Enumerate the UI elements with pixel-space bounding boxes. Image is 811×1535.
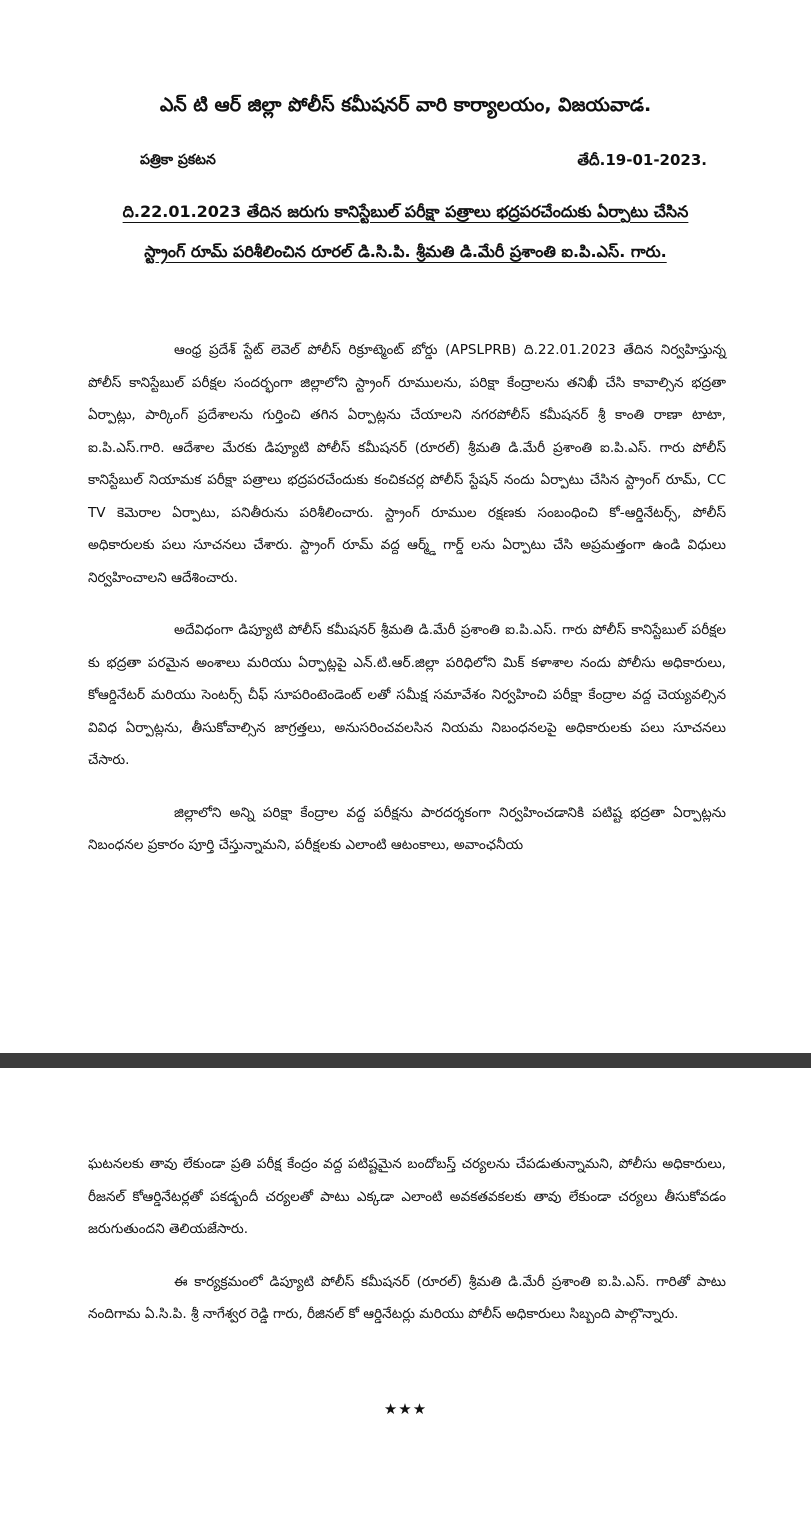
subheading-line-1-text: ది.22.01.2023 తేదిన జరుగు కానిస్టేబుల్ పరీక్షా పత్రాలు భద్రపరచేందుకు ఏర్పాటు చేసిన [122,202,689,221]
subheading-line-1 [0,200,811,224]
paragraph-2: అదేవిధంగా డిప్యూటి పోలీస్ కమీషనర్ శ్రీమతి డి.మేరీ ప్రశాంతి ఐ.పి.ఎస్. గారు పోలీస్ కానిస్టేబుల్ పరీక్షల కు భద్రతా పరమైన అంశాలు మరియు ఏర్పాట్లపై ఎన్.టి.ఆర్.జిల్లా పరిధిలోని మిక్ కళాశాల నందు పోలీసు అధికారులు, కోఆర్డినేటర్ మరియు సెంటర్స్ చీఫ్ సూపరింటెండెంట్ లతో సమీక్ష సమావేశం నిర్వహించి పరీక్షా కేంద్రాల వద్ద చెయ్యవల్సిన వివిధ ఏర్పాట్లను, తీసుకోవాల్సిన జాగ్రత్తలు, అనుసరించవలసిన నియమ నిబంధనలపై అధికారులకు పలు సూచనలు చేసారు. [88,622,726,768]
body-section-top [88,334,726,862]
subheading-line-2-text: స్ట్రాంగ్ రూమ్ పరిశీలించిన రూరల్ డి.సి.పి. శ్రీమతి డి.మేరీ ప్రశాంతి ఐ.పి.ఎస్. గారు. [144,242,667,261]
release-date: తేదీ.19-01-2023. [577,151,707,169]
end-stars: ★★★ [383,1400,428,1418]
paragraph-4: ఈ కార్యక్రమంలో డిప్యూటి పోలీస్ కమీషనర్ (రూరల్) శ్రీమతి డి.మేరీ ప్రశాంతి ఐ.పి.ఎస్. గారితో పాటు నందిగామ ఏ.సి.పి. శ్రీ నాగేశ్వర రెడ్డి గారు, రీజినల్ కో ఆర్డినేటర్లు మరియు పోలీస్ అధికారులు సిబ్బంది పాల్గొన్నారు. [88,1273,726,1322]
paragraph-3-continued: ఘటనలకు తావు లేకుండా ప్రతి పరీక్ష కేంద్రం వద్ద పటిష్టమైన బందోబస్త్ చర్యలను చేపడుతున్నామని, పోలీసు అధికారులు, రీజనల్ కోఆర్డినేటర్లతో పకడ్బందీ చర్యలతో పాటు ఎక్కడా ఎలాంటి అవకతవకలకు తావు లేకుండా చర్యలు తీసుకోవడం జరుగుతుందని తెలియజేసారు. [88,1156,726,1237]
press-release-label: పత్రికా ప్రకటన [140,152,216,168]
paragraph-1: ఆంధ్ర ప్రదేశ్ స్టేట్ లెవెల్ పోలీస్ రిక్రూట్మెంట్ బోర్డు (APSLPRB) ది.22.01.2023 తేదిన నిర్వహిస్తున్న పోలీస్ కానిస్టేబుల్ పరీక్షల సందర్భంగా జిల్లాలోని స్ట్రాంగ్ రూములను, పరిక్షా కేంద్రాలను తనిఖీ చేసి కావాల్సిన భద్రతా ఏర్పాట్లు, పార్కింగ్ ప్రదేశాలను గుర్తించి తగిన ఏర్పాట్లను చేయాలని నగరపోలీస్ కమీషనర్ శ్రీ కాంతి రాణా టాటా, ఐ.పి.ఎస్.గారి. ఆదేశాల మేరకు డిప్యూటి పోలీస్ కమీషనర్ (రూరల్) శ్రీమతి డి.మేరీ ప్రశాంతి ఐ.పి.ఎస్. గారు పోలీస్ కానిస్టేబుల్ నియామక పరీక్షా పత్రాలు భద్రపరచేందుకు కంచికచర్ల పోలీస్ స్టేషన్ నందు ఏర్పాటు చేసిన స్ట్రాంగ్ రూమ్, CC TV కెమెరాల ఏర్పాటు, పనితీరును పరిశీలించారు. స్ట్రాంగ్ రూముల రక్షణకు సంబంధించి కో-ఆర్డినేటర్స్, పోలీస్ అధికారులకు పలు సూచనలు చేశారు. స్ట్రాంగ్ రూమ్ వద్ద ఆర్మ్డ్ గార్డ్ లను ఏర్పాటు చేసి అప్రమత్తంగా ఉండి విధులు నిర్వహించాలని ఆదేశించారు. [88,342,726,586]
subheading-line-2 [0,240,811,264]
body-section-bottom [88,1148,726,1331]
page-break-divider [0,1053,811,1068]
paragraph-3-start: జిల్లాలోని అన్ని పరిక్షా కేంద్రాల వద్ద పరీక్షను పారదర్శకంగా నిర్వహించడానికి పటిష్ట భద్రతా ఏర్పాట్లను నిబంధనల ప్రకారం పూర్తి చేస్తున్నామని, పరీక్షలకు ఎలాంటి ఆటంకాలు, అవాంఛనీయ [88,804,726,853]
office-title: ఎన్ టి ఆర్ జిల్లా పోలీస్ కమీషనర్ వారి కార్యాలయం, విజయవాడ. [159,94,652,116]
